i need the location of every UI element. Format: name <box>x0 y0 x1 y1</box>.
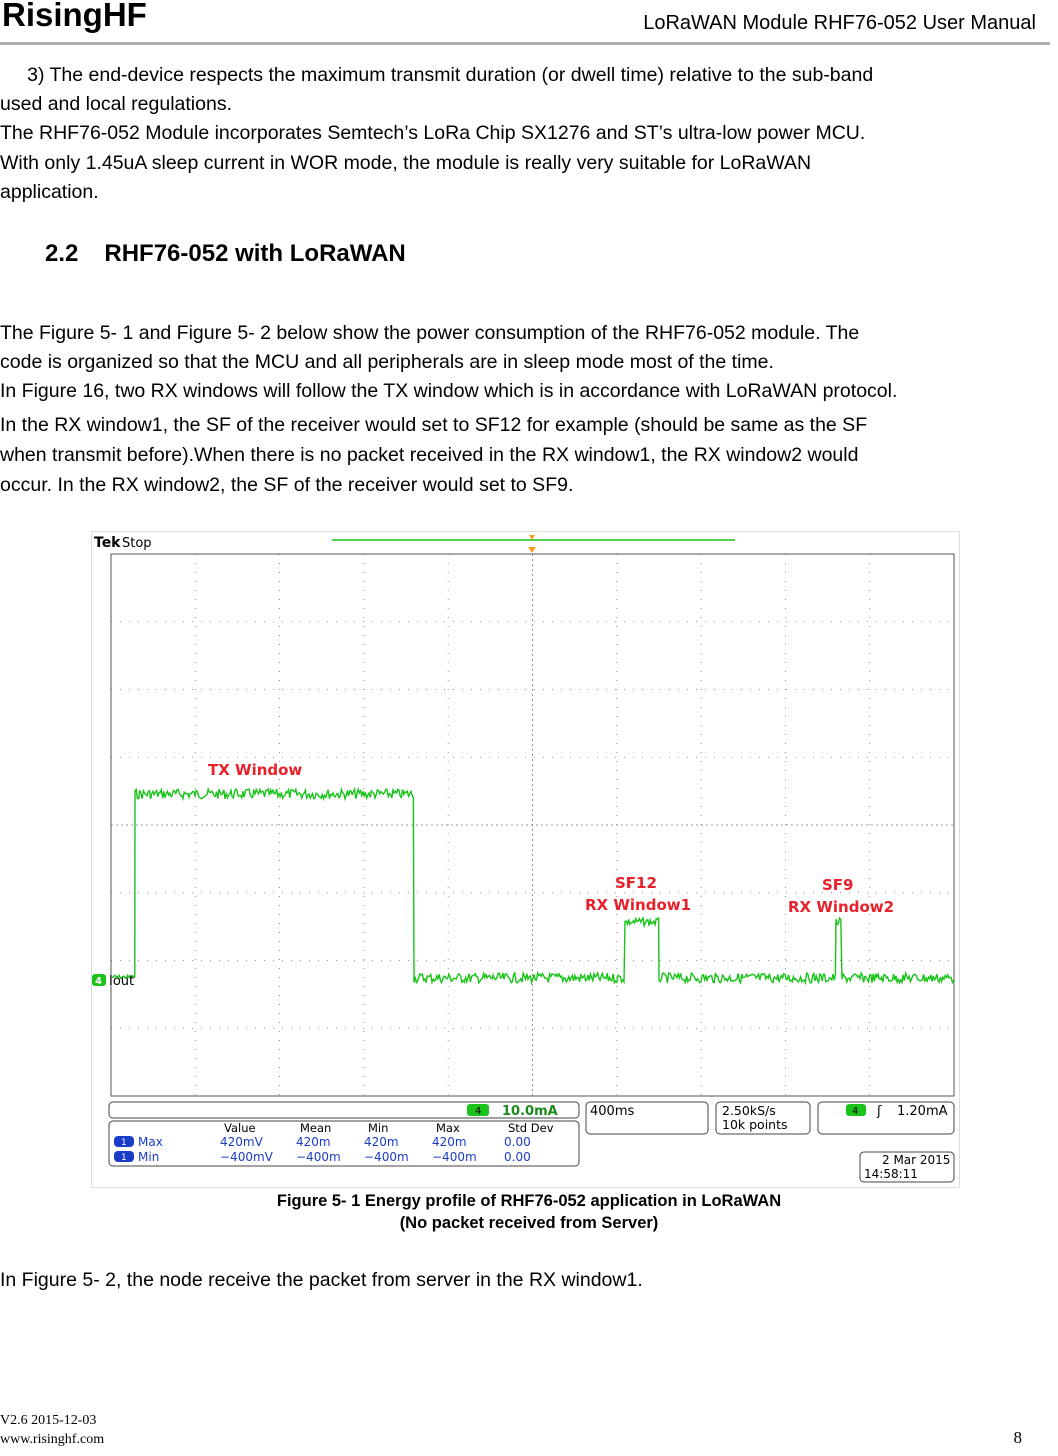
section-heading <box>45 240 406 268</box>
trigger-channel: 4 <box>852 1106 859 1117</box>
measurement-header: Max <box>436 1121 460 1135</box>
channel-scale: 10.0mA <box>502 1104 558 1119</box>
measurement-header: Min <box>368 1121 389 1135</box>
measurement-value: 420m <box>296 1135 331 1149</box>
timebase: 400ms <box>590 1104 635 1119</box>
body-line: occur. In the RX window2, the SF of the receiver would set to SF9. <box>0 474 574 496</box>
scope-brand: Tek <box>94 535 121 551</box>
intro-line: application. <box>0 181 99 203</box>
trigger-point-icon <box>528 547 536 553</box>
trigger-slope-icon: ʃ <box>877 1104 882 1119</box>
scale-channel-number: 4 <box>475 1106 482 1117</box>
rx1-sf-label: SF12 <box>615 874 657 892</box>
measurement-value: −400m <box>364 1150 409 1164</box>
section-title: RHF76-052 with LoRaWAN <box>104 240 406 267</box>
record-length: 10k points <box>722 1117 788 1132</box>
measurement-value: −400m <box>296 1150 341 1164</box>
body-line: In Figure 5- 2, the node receive the packet from server in the RX window1. <box>0 1269 643 1291</box>
measurement-header: Std Dev <box>508 1121 554 1135</box>
footer-version: V2.6 2015-12-03 <box>0 1413 97 1428</box>
brand-logo-text: RisingHF <box>2 0 147 33</box>
intro-line: With only 1.45uA sleep current in WOR mode, the module is really very suitable for LoRaWAN <box>0 152 812 174</box>
footer-website[interactable]: www.risinghf.com <box>0 1432 105 1447</box>
page-number: 8 <box>1013 1428 1022 1447</box>
document-title: LoRaWAN Module RHF76-052 User Manual <box>643 12 1036 34</box>
scope-status: Stop <box>122 536 152 551</box>
measurement-value: 420m <box>364 1135 399 1149</box>
scope-time: 14:58:11 <box>864 1167 918 1181</box>
tx-window-label: TX Window <box>208 761 303 779</box>
graticule <box>111 554 954 1096</box>
sample-rate: 2.50kS/s <box>722 1103 776 1118</box>
section-number: 2.2 <box>45 240 79 267</box>
rx1-window-label: RX Window1 <box>585 896 692 914</box>
figure-caption-subtitle: (No packet received from Server) <box>399 1214 659 1232</box>
body-line: In the RX window1, the SF of the receiver would set to SF12 for example (should be same as the SF <box>0 414 868 436</box>
trigger-level: 1.20mA <box>897 1104 948 1119</box>
intro-line: 3) The end-device respects the maximum transmit duration (or dwell time) relative to the sub-band <box>0 64 874 86</box>
measurement-value: 0.00 <box>504 1135 531 1149</box>
measurement-value: 420mV <box>220 1135 263 1149</box>
header-divider <box>0 42 1050 45</box>
scope-date: 2 Mar 2015 <box>882 1153 951 1167</box>
measurement-name: Max <box>138 1135 163 1149</box>
measurement-value: −400mV <box>220 1150 273 1164</box>
figure-caption: Figure 5- 1 Energy profile of RHF76-052 application in LoRaWAN <box>276 1192 782 1210</box>
rx2-sf-label: SF9 <box>822 876 854 894</box>
intro-line: used and local regulations. <box>0 93 232 115</box>
intro-line: The RHF76-052 Module incorporates Semtech’s LoRa Chip SX1276 and ST’s ultra-low power MCU. <box>0 122 866 144</box>
measurement-value: 420m <box>432 1135 467 1149</box>
measurement-channel-number: 1 <box>121 1138 127 1148</box>
measurement-value: 0.00 <box>504 1150 531 1164</box>
measurement-channel-number: 1 <box>121 1153 127 1163</box>
channel-label: Iout <box>109 974 135 989</box>
oscilloscope-screenshot <box>91 531 960 1188</box>
measurement-header: Mean <box>300 1121 332 1135</box>
body-line: when transmit before).When there is no packet received in the RX window1, the RX window2 would <box>0 444 859 466</box>
measurement-name: Min <box>138 1150 160 1164</box>
measurement-value: −400m <box>432 1150 477 1164</box>
rx2-window-label: RX Window2 <box>788 898 895 916</box>
body-line: code is organized so that the MCU and all peripherals are in sleep mode most of the time. <box>0 351 774 373</box>
channel-marker-number: 4 <box>95 976 102 987</box>
measurement-header: Value <box>224 1121 256 1135</box>
body-line: In Figure 16, two RX windows will follow the TX window which is in accordance with LoRaWAN protocol. <box>0 380 898 402</box>
body-line: The Figure 5- 1 and Figure 5- 2 below show the power consumption of the RHF76-052 module. The <box>0 322 860 344</box>
